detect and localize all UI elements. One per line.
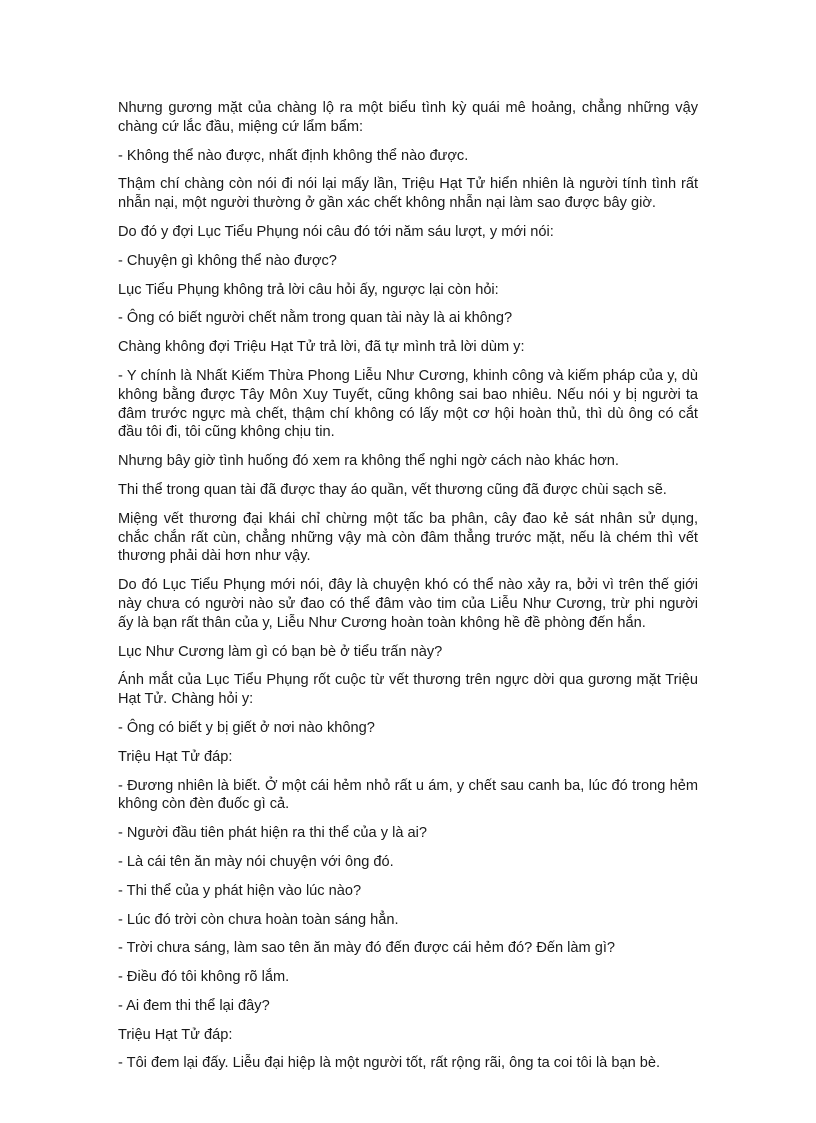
paragraph: Triệu Hạt Tử đáp: xyxy=(118,1026,233,1043)
paragraph: - Thi thể của y phát hiện vào lúc nào? xyxy=(118,882,362,899)
paragraph: Lục Như Cương làm gì có bạn bè ở tiểu trấn này? xyxy=(118,643,443,660)
paragraph: - Là cái tên ăn mày nói chuyện với ông đó. xyxy=(118,853,394,870)
paragraph: Nhưng bây giờ tình huống đó xem ra không thể nghi ngờ cách nào khác hơn. xyxy=(118,453,619,470)
paragraph: Ánh mắt của Lục Tiểu Phụng rốt cuộc từ vết thương trên ngực dời qua gương mặt Triệu Hạt Tử. Chàng hỏi y: xyxy=(118,672,698,708)
paragraph: Miệng vết thương đại khái chỉ chừng một tấc ba phân, cây đao kẻ sát nhân sử dụng, chắc chắn rất cùn, chẳng những vậy mà còn đâm thẳng trước mặt, nếu là chém thì vết thương phải dài hơn như vậy. xyxy=(118,510,698,565)
paragraph: - Ông có biết y bị giết ở nơi nào không? xyxy=(118,719,375,736)
paragraph: Do đó y đợi Lục Tiểu Phụng nói câu đó tới năm sáu lượt, y mới nói: xyxy=(118,223,554,240)
paragraph: Nhưng gương mặt của chàng lộ ra một biểu tình kỳ quái mê hoảng, chẳng những vậy chàng cứ lắc đầu, miệng cứ lẩm bẩm: xyxy=(118,100,698,135)
paragraph: Thậm chí chàng còn nói đi nói lại mấy lần, Triệu Hạt Tử hiển nhiên là người tính tình rất nhẫn nại, một người thường ở gần xác chết không nhẫn nại làm sao được bây giờ. xyxy=(118,176,698,212)
document-page xyxy=(118,99,698,1083)
paragraph: - Điều đó tôi không rõ lắm. xyxy=(118,969,290,986)
paragraph: - Chuyện gì không thể nào được? xyxy=(118,252,337,269)
paragraph: - Trời chưa sáng, làm sao tên ăn mày đó đến được cái hẻm đó? Đến làm gì? xyxy=(118,940,616,957)
paragraph: - Ông có biết người chết nằm trong quan tài này là ai không? xyxy=(118,310,513,327)
paragraph: Lục Tiểu Phụng không trả lời câu hỏi ấy, ngược lại còn hỏi: xyxy=(118,281,499,298)
paragraph: - Ai đem thi thể lại đây? xyxy=(118,997,270,1014)
paragraph: - Lúc đó trời còn chưa hoàn toàn sáng hẳn. xyxy=(118,911,399,928)
paragraph: Thi thể trong quan tài đã được thay áo quần, vết thương cũng đã được chùi sạch sẽ. xyxy=(118,481,667,498)
paragraph: Chàng không đợi Triệu Hạt Tử trả lời, đã tự mình trả lời dùm y: xyxy=(118,339,525,356)
paragraph: - Không thể nào được, nhất định không thể nào được. xyxy=(118,147,469,164)
paragraph: - Tôi đem lại đấy. Liễu đại hiệp là một người tốt, rất rộng rãi, ông ta coi tôi là bạn bè. xyxy=(118,1055,661,1072)
paragraph: - Đương nhiên là biết. Ở một cái hẻm nhỏ rất u ám, y chết sau canh ba, lúc đó trong hẻm không còn đèn đuốc gì cả. xyxy=(118,777,698,813)
paragraph: Triệu Hạt Tử đáp: xyxy=(118,748,233,765)
paragraph: - Y chính là Nhất Kiếm Thừa Phong Liễu Như Cương, khinh công và kiếm pháp của y, dù không bằng được Tây Môn Xuy Tuyết, cũng không sai bao nhiêu. Nếu nói y bị người ta đâm trước ngực mà chết, thậm chí không có lấy một cơ hội hoàn thủ, thì dù ông có cắt đầu tôi đi, tôi cũng không chịu tin. xyxy=(118,367,698,441)
paragraph: Do đó Lục Tiểu Phụng mới nói, đây là chuyện khó có thể nào xảy ra, bởi vì trên thế giới này chưa có người nào sử đao có thể đâm vào tim của Liễu Như Cương, trừ phi người ấy là bạn rất thân của y, Liễu Như Cương hoàn toàn không hề đề phòng đến hắn. xyxy=(118,577,698,631)
paragraph: - Người đầu tiên phát hiện ra thi thể của y là ai? xyxy=(118,825,427,842)
